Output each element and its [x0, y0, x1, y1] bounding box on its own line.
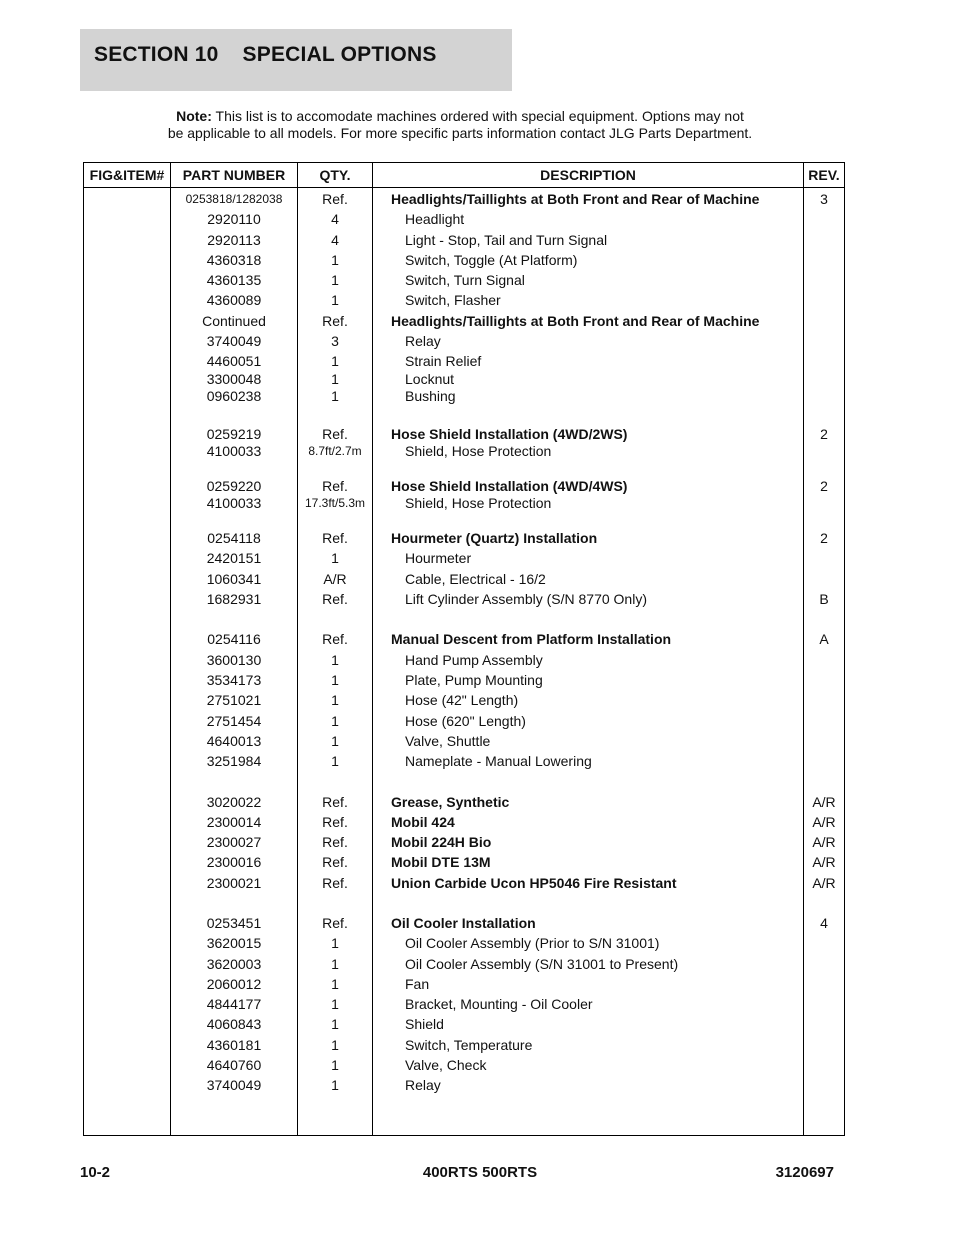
description-cell: Bracket, Mounting - Oil Cooler [405, 996, 593, 1012]
part-number-cell: 0253451 [206, 915, 262, 931]
rev-cell: 2 [820, 426, 828, 442]
qty-cell: Ref. [322, 426, 348, 442]
part-number-cell: 4060843 [206, 1016, 262, 1032]
part-number-cell: 0259220 [206, 478, 262, 494]
part-number-cell: 4844177 [206, 996, 262, 1012]
qty-cell: 1 [331, 1037, 339, 1053]
table-row [84, 814, 844, 832]
description-cell: Headlights/Taillights at Both Front and Rear of Machine [391, 191, 760, 207]
description-cell: Grease, Synthetic [391, 794, 510, 810]
table-row [84, 631, 844, 649]
table-row [84, 495, 844, 513]
part-number-cell: 2920113 [207, 232, 261, 248]
description-cell: Union Carbide Ucon HP5046 Fire Resistant [391, 875, 677, 891]
table-row [84, 1057, 844, 1075]
part-number-cell: 3620003 [206, 956, 262, 972]
qty-cell: Ref. [322, 191, 348, 207]
table-row [84, 1037, 844, 1055]
qty-cell: 1 [331, 1016, 339, 1032]
description-cell: Light - Stop, Tail and Turn Signal [405, 232, 608, 248]
part-number-cell: 2060012 [206, 976, 262, 992]
table-row [84, 996, 844, 1014]
qty-cell: 1 [331, 272, 339, 288]
table-row [84, 733, 844, 751]
qty-cell: Ref. [322, 814, 348, 830]
table-row [84, 591, 844, 609]
description-cell: Mobil 224H Bio [391, 834, 492, 850]
table-row [84, 935, 844, 953]
qty-cell: 1 [331, 1057, 339, 1073]
description-cell: Headlights/Taillights at Both Front and Rear of Machine [391, 313, 760, 329]
table-row [84, 252, 844, 270]
table-row [84, 713, 844, 731]
table-row [84, 794, 844, 812]
table-row [84, 388, 844, 406]
qty-cell: 1 [331, 371, 339, 387]
description-cell: Cable, Electrical - 16/2 [405, 571, 546, 587]
rev-cell: A/R [812, 875, 836, 891]
description-cell: Oil Cooler Installation [391, 915, 536, 931]
header-divider [84, 187, 844, 188]
footer-page-number: 10-2 [80, 1164, 111, 1181]
table-row [84, 313, 844, 331]
column-header-fig: FIG&ITEM# [89, 167, 165, 183]
section-number: SECTION 10 [94, 43, 219, 66]
part-number-cell: 0254118 [207, 530, 261, 546]
qty-cell: 4 [331, 232, 339, 248]
description-cell: Relay [405, 1077, 441, 1093]
part-number-cell: 4640760 [206, 1057, 262, 1073]
table-row [84, 550, 844, 568]
part-number-cell: 4460051 [206, 353, 262, 369]
table-row [84, 571, 844, 589]
qty-cell: Ref. [322, 794, 348, 810]
table-row [84, 272, 844, 290]
qty-cell: 1 [331, 692, 339, 708]
description-cell: Hose (620" Length) [405, 713, 526, 729]
rev-cell: 3 [820, 191, 828, 207]
column-header-description: DESCRIPTION [540, 167, 636, 183]
description-cell: Switch, Temperature [405, 1037, 533, 1053]
description-cell: Nameplate - Manual Lowering [405, 753, 592, 769]
note-line-1 [100, 108, 820, 124]
table-row [84, 753, 844, 771]
part-number-cell: 0960238 [206, 388, 262, 404]
qty-cell: Ref. [322, 834, 348, 850]
description-cell: Valve, Shuttle [405, 733, 491, 749]
table-row [84, 672, 844, 690]
description-cell: Mobil 424 [391, 814, 455, 830]
section-header-band [80, 29, 512, 91]
part-number-cell: 4360181 [206, 1037, 262, 1053]
table-row [84, 652, 844, 670]
column-header-qty: QTY. [319, 167, 351, 183]
table-row [84, 443, 844, 461]
qty-cell: Ref. [322, 478, 348, 494]
qty-cell: 1 [331, 733, 339, 749]
description-cell: Oil Cooler Assembly (S/N 31001 to Present) [405, 956, 679, 972]
description-cell: Shield, Hose Protection [405, 495, 552, 511]
qty-cell: 1 [331, 976, 339, 992]
table-row [84, 875, 844, 893]
qty-cell: Ref. [322, 313, 348, 329]
description-cell: Fan [405, 976, 430, 992]
qty-cell: Ref. [322, 854, 348, 870]
description-cell: Strain Relief [405, 353, 482, 369]
part-number-cell: 4100033 [206, 495, 262, 511]
table-row [84, 353, 844, 371]
description-cell: Shield [405, 1016, 444, 1032]
description-cell: Locknut [405, 371, 455, 387]
rev-cell: A/R [812, 814, 836, 830]
rev-cell: A/R [812, 834, 836, 850]
qty-cell: 1 [331, 1077, 339, 1093]
part-number-cell: 3020022 [206, 794, 262, 810]
qty-cell: 1 [331, 672, 339, 688]
rev-cell: A [819, 631, 829, 647]
part-number-cell: 3740049 [206, 1077, 262, 1093]
description-cell: Headlight [405, 211, 465, 227]
table-row [84, 371, 844, 389]
part-number-cell: 2751021 [206, 692, 262, 708]
table-row [84, 1077, 844, 1095]
description-cell: Relay [405, 333, 441, 349]
rev-cell: B [819, 591, 829, 607]
description-cell: Oil Cooler Assembly (Prior to S/N 31001) [405, 935, 660, 951]
rev-cell: A/R [812, 794, 836, 810]
section-name: SPECIAL OPTIONS [242, 43, 437, 66]
description-cell: Manual Descent from Platform Installation [391, 631, 672, 647]
part-number-cell: 2751454 [206, 713, 262, 729]
table-row [84, 478, 844, 496]
description-cell: Switch, Flasher [405, 292, 501, 308]
qty-cell: Ref. [322, 591, 348, 607]
description-cell: Hose (42" Length) [405, 692, 519, 708]
parts-table [83, 162, 845, 1136]
column-header-part-number: PART NUMBER [182, 167, 286, 183]
note-label: Note: [176, 108, 212, 124]
part-number-cell: 2420151 [206, 550, 262, 566]
qty-cell: 1 [331, 753, 339, 769]
qty-cell: 1 [331, 652, 339, 668]
part-number-cell: 0253818/1282038 [185, 192, 283, 206]
table-row [84, 834, 844, 852]
part-number-cell: 3300048 [206, 371, 262, 387]
qty-cell: 1 [331, 935, 339, 951]
qty-cell: 1 [331, 388, 339, 404]
table-row [84, 915, 844, 933]
qty-cell: 1 [331, 956, 339, 972]
table-row [84, 854, 844, 872]
part-number-cell: 4360089 [206, 292, 262, 308]
part-number-cell: 4360135 [206, 272, 262, 288]
table-row [84, 232, 844, 250]
part-number-cell: 4640013 [206, 733, 262, 749]
qty-cell: 1 [331, 996, 339, 1012]
rev-cell: 4 [820, 915, 828, 931]
description-cell: Bushing [405, 388, 456, 404]
part-number-cell: 3740049 [206, 333, 262, 349]
rev-cell: A/R [812, 854, 836, 870]
part-number-cell: 0254116 [207, 631, 261, 647]
description-cell: Switch, Toggle (At Platform) [405, 252, 578, 268]
rev-cell: 2 [820, 478, 828, 494]
description-cell: Hourmeter [405, 550, 472, 566]
qty-cell: 3 [331, 333, 339, 349]
description-cell: Switch, Turn Signal [405, 272, 525, 288]
qty-cell: 1 [331, 252, 339, 268]
rev-cell: 2 [820, 530, 828, 546]
qty-cell: Ref. [322, 875, 348, 891]
qty-cell: A/R [323, 571, 347, 587]
table-row [84, 191, 844, 209]
qty-cell: 1 [331, 353, 339, 369]
part-number-cell: 2300014 [206, 814, 262, 830]
part-number-cell: 2300021 [206, 875, 262, 891]
part-number-cell: 3600130 [206, 652, 262, 668]
footer-model: 400RTS 500RTS [422, 1164, 538, 1181]
table-row [84, 976, 844, 994]
part-number-cell: 2920110 [207, 211, 261, 227]
part-number-cell: 0259219 [206, 426, 262, 442]
part-number-cell: 4100033 [206, 443, 262, 459]
part-number-cell: 4360318 [206, 252, 262, 268]
table-row [84, 292, 844, 310]
table-row [84, 211, 844, 229]
description-cell: Hand Pump Assembly [405, 652, 543, 668]
description-cell: Mobil DTE 13M [391, 854, 491, 870]
part-number-cell: 3620015 [206, 935, 262, 951]
description-cell: Plate, Pump Mounting [405, 672, 543, 688]
part-number-cell: 2300027 [206, 834, 262, 850]
description-cell: Hose Shield Installation (4WD/2WS) [391, 426, 628, 442]
qty-cell: 17.3ft/5.3m [304, 496, 366, 510]
qty-cell: 1 [331, 550, 339, 566]
qty-cell: Ref. [322, 915, 348, 931]
qty-cell: 8.7ft/2.7m [308, 444, 362, 458]
section-title [94, 43, 437, 67]
part-number-cell: 1682931 [206, 591, 262, 607]
part-number-cell: 1060341 [206, 571, 262, 587]
description-cell: Hourmeter (Quartz) Installation [391, 530, 598, 546]
column-header-rev: REV. [808, 167, 840, 183]
footer-doc-number: 3120697 [775, 1164, 834, 1181]
note-text-1: This list is to accomodate machines ordered with special equipment. Options may not [211, 108, 744, 124]
part-number-cell: 3251984 [206, 753, 262, 769]
qty-cell: 4 [331, 211, 339, 227]
qty-cell: Ref. [322, 631, 348, 647]
part-number-cell: 2300016 [206, 854, 262, 870]
qty-cell: 1 [331, 292, 339, 308]
note-line-2: be applicable to all models. For more specific parts information contact JLG Parts Department. [167, 125, 753, 141]
table-row [84, 692, 844, 710]
description-cell: Lift Cylinder Assembly (S/N 8770 Only) [405, 591, 647, 607]
table-row [84, 956, 844, 974]
table-row [84, 1016, 844, 1034]
description-cell: Hose Shield Installation (4WD/4WS) [391, 478, 628, 494]
table-row [84, 426, 844, 444]
table-row [84, 530, 844, 548]
description-cell: Shield, Hose Protection [405, 443, 552, 459]
description-cell: Valve, Check [405, 1057, 487, 1073]
part-number-cell: Continued [202, 313, 266, 329]
table-row [84, 333, 844, 351]
qty-cell: Ref. [322, 530, 348, 546]
part-number-cell: 3534173 [206, 672, 262, 688]
qty-cell: 1 [331, 713, 339, 729]
